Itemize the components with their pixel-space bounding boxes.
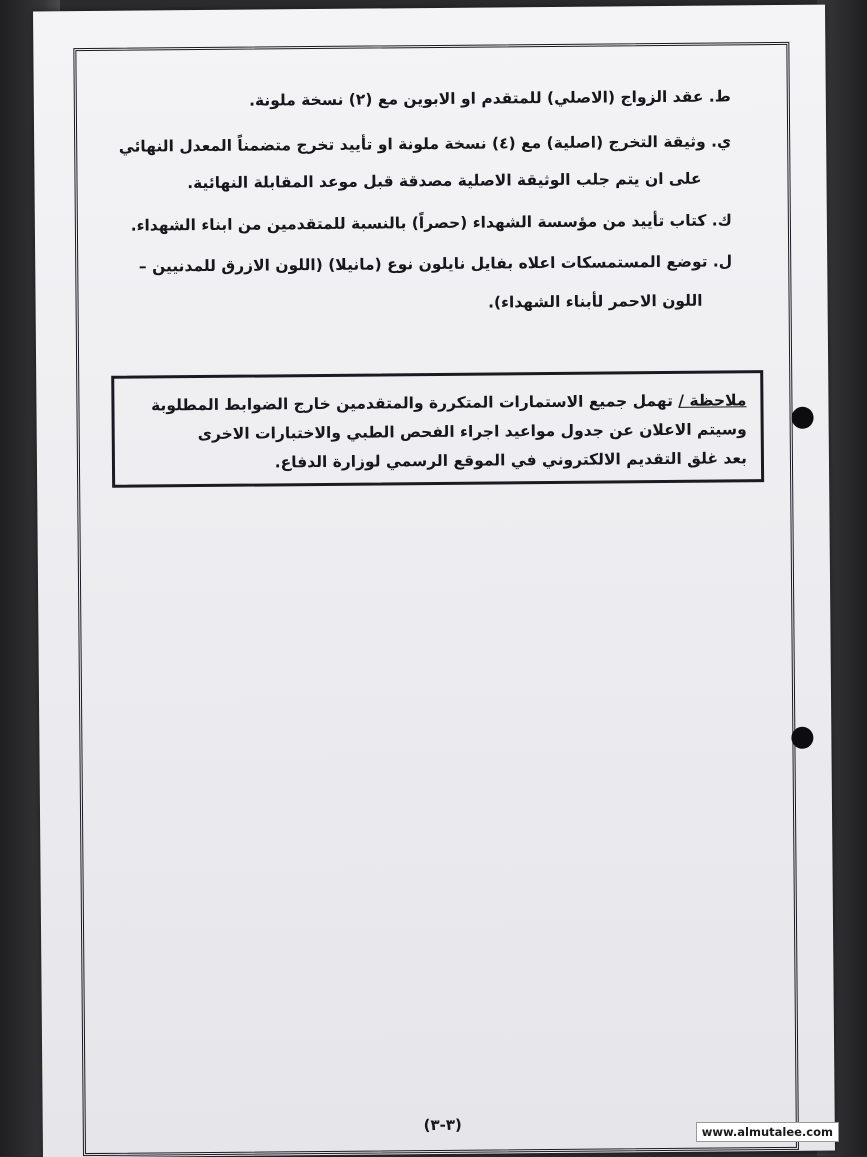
item-ya-continued: على ان يتم جلب الوثيقة الاصلية مصدقة قبل موعد المقابلة النهائية. xyxy=(187,169,702,193)
page-number: (٣-٣) xyxy=(423,1115,462,1135)
note-text-1: تهمل جميع الاستمارات المتكررة والمتقدمين خارج الضوابط المطلوبة xyxy=(151,391,674,415)
document-page xyxy=(33,5,835,1157)
punch-hole-top xyxy=(791,407,813,429)
watermark-url: www.almutalee.com xyxy=(696,1122,839,1142)
item-ta: ط. عقد الزواج (الاصلي) للمتقدم او الابوين مع (٢) نسخة ملونة. xyxy=(248,87,731,110)
item-lam: ل. توضع المستمسكات اعلاه بفايل نايلون نوع (مانيلا) (اللون الازرق للمدنيين – xyxy=(138,252,733,276)
page-border xyxy=(73,42,799,1156)
note-line-1 xyxy=(151,391,746,414)
note-line-3: بعد غلق التقديم الالكتروني في الموقع الرسمي لوزارة الدفاع. xyxy=(274,449,748,472)
item-kaf: ك. كتاب تأييد من مؤسسة الشهداء (حصراً) بالنسبة للمتقدمين من ابناء الشهداء. xyxy=(130,211,732,235)
punch-hole-bottom xyxy=(791,727,813,749)
note-label: ملاحظة / xyxy=(678,391,747,410)
note-line-2: وسيتم الاعلان عن جدول مواعيد اجراء الفحص الطبي والاختبارات الاخرى xyxy=(197,420,747,444)
item-lam-continued: اللون الاحمر لأبناء الشهداء). xyxy=(487,291,703,312)
item-ya: ي. وثيقة التخرج (اصلية) مع (٤) نسخة ملونة او تأييد تخرج متضمناً المعدل النهائي xyxy=(118,132,732,156)
note-box xyxy=(111,370,764,488)
